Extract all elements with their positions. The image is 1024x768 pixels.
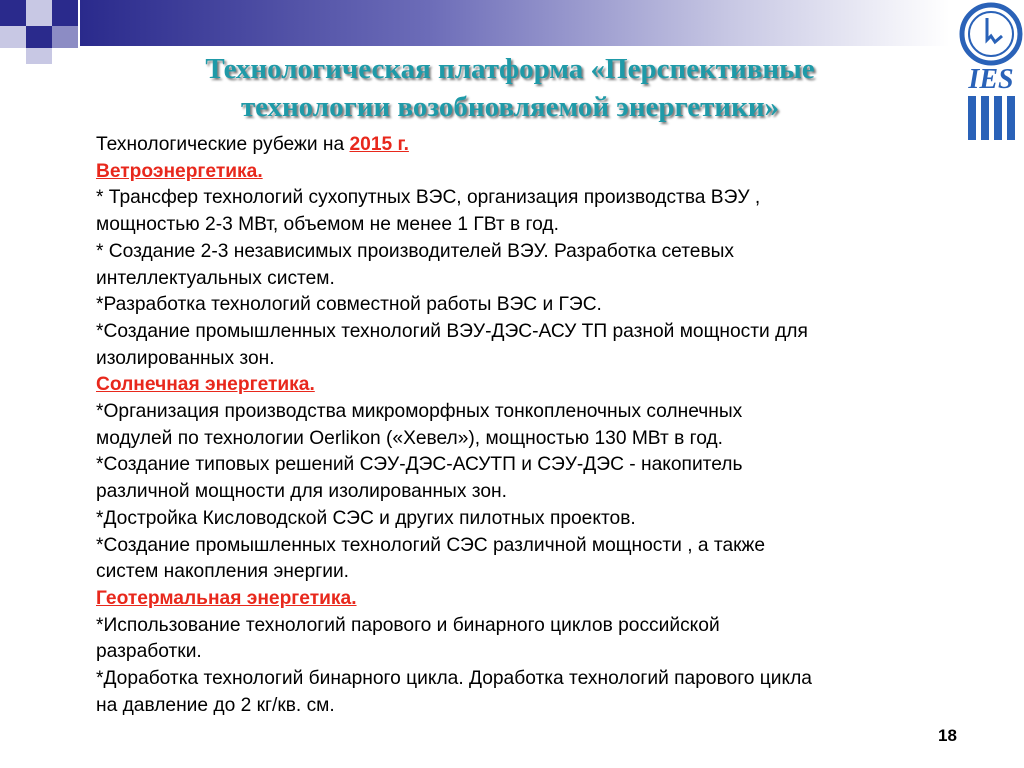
logo-text: IES bbox=[968, 64, 1014, 95]
section-line: на давление до 2 кг/кв. см. bbox=[96, 694, 335, 716]
section-line: *Использование технологий парового и бинарного циклов российской bbox=[96, 614, 720, 636]
section-heading-geothermal: Геотермальная энергетика. bbox=[96, 587, 357, 609]
corner-square-1 bbox=[0, 0, 26, 26]
section-line: систем накопления энергии. bbox=[96, 561, 350, 583]
section-line: *Разработка технологий совместной работы ВЭС и ГЭС. bbox=[96, 294, 602, 316]
corner-square-3 bbox=[52, 0, 78, 26]
section-line: мощностью 2-3 МВт, объемом не менее 1 ГВт в год. bbox=[96, 214, 559, 236]
section-line: *Создание типовых решений СЭУ-ДЭС-АСУТП и СЭУ-ДЭС - накопитель bbox=[96, 454, 743, 476]
title-line-2: технологии возобновляемой энергетики» bbox=[240, 91, 780, 123]
corner-square-5 bbox=[26, 26, 52, 48]
section-line: * Трансфер технологий сухопутных ВЭС, организация производства ВЭУ , bbox=[96, 187, 761, 209]
section-line: *Создание промышленных технологий СЭС различной мощности , а также bbox=[96, 534, 766, 556]
ies-logo bbox=[958, 0, 1024, 142]
section-line: *Достройка Кисловодской СЭС и других пилотных проектов. bbox=[96, 507, 636, 529]
intro-prefix: Технологические рубежи на bbox=[96, 134, 350, 155]
section-heading-wind: Ветроэнергетика. bbox=[96, 160, 263, 182]
section-line: различной мощности для изолированных зон. bbox=[96, 481, 507, 503]
header-gradient-bar bbox=[80, 0, 950, 46]
section-line: *Организация производства микроморфных тонкопленочных солнечных bbox=[96, 401, 743, 423]
page-number: 18 bbox=[938, 726, 957, 745]
corner-square-7 bbox=[26, 48, 52, 64]
corner-square-6 bbox=[52, 26, 78, 48]
section-line: модулей по технологии Oerlikon («Хевел»), мощностью 130 МВт в год. bbox=[96, 427, 723, 449]
section-line: *Создание промышленных технологий ВЭУ-ДЭС-АСУ ТП разной мощности для bbox=[96, 320, 808, 342]
intro-line bbox=[96, 132, 966, 159]
section-line: изолированных зон. bbox=[96, 347, 275, 369]
section-line: разработки. bbox=[96, 641, 202, 663]
section-line: *Доработка технологий бинарного цикла. Доработка технологий парового цикла bbox=[96, 668, 812, 690]
corner-square-2 bbox=[26, 0, 52, 26]
slide-title bbox=[110, 50, 910, 126]
section-line: интеллектуальных систем. bbox=[96, 267, 335, 289]
intro-year: 2015 г. bbox=[349, 134, 409, 155]
section-line: * Создание 2-3 независимых производителей ВЭУ. Разработка сетевых bbox=[96, 240, 735, 262]
slide-body bbox=[96, 132, 966, 719]
title-line-1: Технологическая платформа «Перспективные bbox=[205, 53, 815, 85]
corner-square-4 bbox=[0, 26, 26, 48]
section-heading-solar: Солнечная энергетика. bbox=[96, 374, 315, 396]
